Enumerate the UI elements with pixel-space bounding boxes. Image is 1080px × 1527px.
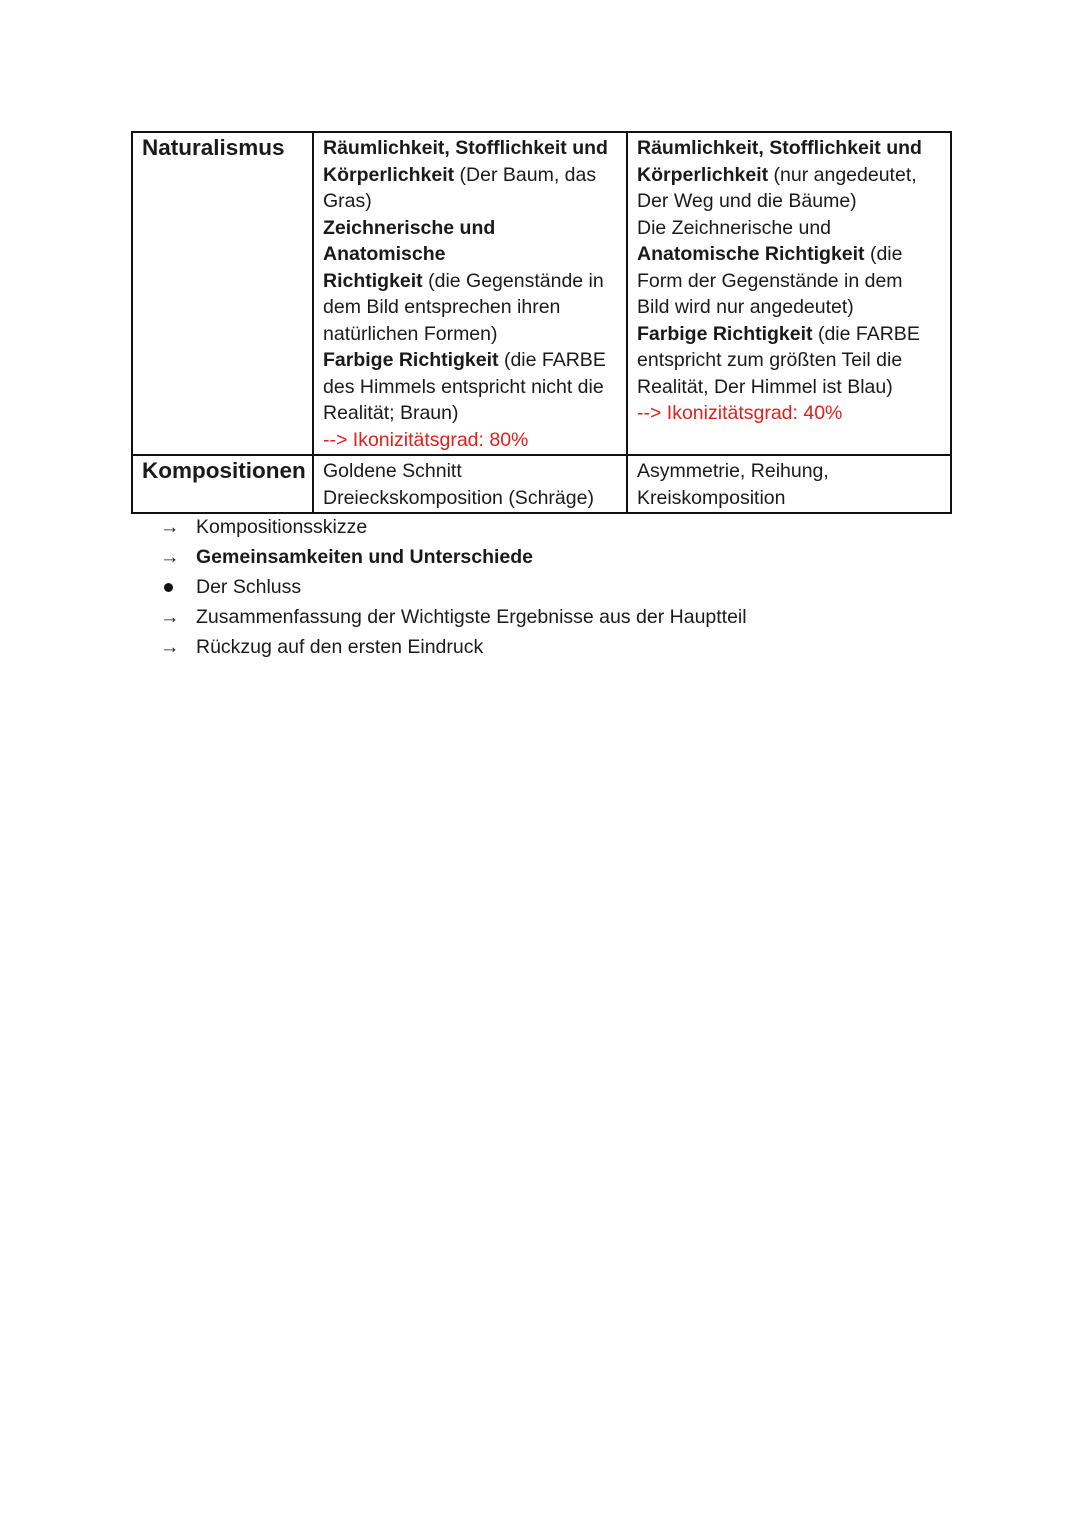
- list-item: [160, 512, 747, 542]
- arrow-right-icon: →: [160, 546, 180, 568]
- cell-line: [637, 294, 941, 321]
- cell-text: (die FARBE: [812, 322, 920, 345]
- cell-line: [323, 458, 617, 485]
- table-row: [132, 132, 951, 455]
- cell-text: Kreiskomposition: [637, 486, 786, 509]
- arrow-right-icon: →: [160, 606, 180, 628]
- cell-text: Form der Gegenstände in dem: [637, 269, 903, 292]
- list-item-text: Gemeinsamkeiten und Unterschiede: [196, 546, 534, 568]
- cell-text: Gras): [323, 190, 372, 212]
- arrow-right-icon: →: [160, 636, 180, 658]
- cell-text: Der Weg und die Bäume): [637, 190, 857, 212]
- list-item-text: Der Schluss: [196, 576, 302, 598]
- bullet-icon: [164, 583, 173, 592]
- cell-text: Realität, Der Himmel ist Blau): [637, 375, 893, 398]
- cell-text: Asymmetrie, Reihung,: [637, 460, 829, 482]
- cell-line: [323, 188, 617, 215]
- cell-text: (die: [864, 243, 903, 265]
- row-header: Naturalismus: [132, 132, 313, 455]
- bold-term: Räumlichkeit, Stofflichkeit und: [323, 137, 608, 159]
- list-item-text: Rückzug auf den ersten Eindruck: [196, 636, 484, 658]
- list-item: [160, 632, 747, 662]
- cell-line: [323, 294, 617, 321]
- cell-line: [323, 485, 617, 512]
- table-cell-col2: [627, 132, 951, 455]
- table-cell-col1: [313, 455, 627, 513]
- cell-line: [323, 215, 617, 268]
- cell-text: (Der Baum, das: [454, 163, 597, 186]
- cell-line: [637, 135, 941, 162]
- cell-line: [323, 135, 617, 162]
- list-item: [160, 602, 747, 632]
- cell-line: [637, 268, 941, 295]
- cell-text: entspricht zum größten Teil die: [637, 349, 903, 371]
- list-item-text: Zusammenfassung der Wichtigste Ergebnisse aus der Hauptteil: [196, 606, 747, 628]
- cell-line: [637, 188, 941, 215]
- bold-term: Räumlichkeit, Stofflichkeit und: [637, 137, 922, 159]
- cell-text: (die FARBE: [498, 349, 606, 371]
- comparison-table: [131, 131, 952, 514]
- cell-text: Dreieckskomposition (Schräge): [323, 486, 594, 509]
- arrow-right-icon: →: [160, 516, 180, 538]
- cell-line: [637, 400, 941, 427]
- cell-text: (nur angedeutet,: [768, 163, 917, 186]
- cell-line: [323, 427, 617, 454]
- outline-list: [160, 512, 747, 662]
- cell-text: (die Gegenstände in: [422, 269, 604, 292]
- cell-text: Bild wird nur angedeutet): [637, 296, 854, 318]
- iconicity-grade: --> Ikonizitätsgrad: 40%: [637, 402, 843, 424]
- cell-line: [637, 458, 941, 485]
- table-cell-col2: [627, 455, 951, 513]
- cell-line: [637, 215, 941, 242]
- list-item: [160, 572, 747, 602]
- list-item-text: Kompositionsskizze: [196, 516, 368, 538]
- list-item: [160, 542, 747, 572]
- iconicity-grade: --> Ikonizitätsgrad: 80%: [323, 428, 529, 451]
- cell-line: [323, 347, 617, 374]
- bold-term: Farbige Richtigkeit: [323, 349, 499, 371]
- cell-line: [323, 400, 617, 427]
- cell-line: [323, 162, 617, 189]
- bold-term: Zeichnerische und Anatomische: [323, 216, 496, 265]
- cell-text: Goldene Schnitt: [323, 460, 462, 482]
- cell-line: [637, 162, 941, 189]
- cell-text: natürlichen Formen): [323, 322, 498, 345]
- table-cell-col1: [313, 132, 627, 455]
- cell-text: dem Bild entsprechen ihren: [323, 296, 561, 318]
- bold-term: Richtigkeit: [323, 269, 423, 292]
- cell-line: [323, 374, 617, 401]
- cell-text: Die Zeichnerische und: [637, 216, 832, 239]
- cell-line: [323, 268, 617, 295]
- cell-text: Realität; Braun): [323, 402, 459, 424]
- cell-line: [637, 241, 941, 268]
- bold-term: Körperlichkeit: [637, 163, 769, 186]
- table-body: [132, 132, 951, 513]
- cell-line: [637, 321, 941, 348]
- cell-line: [637, 485, 941, 512]
- cell-line: [637, 347, 941, 374]
- cell-text: des Himmels entspricht nicht die: [323, 375, 604, 398]
- bold-term: Farbige Richtigkeit: [637, 322, 813, 345]
- bold-term: Anatomische Richtigkeit: [637, 243, 865, 265]
- cell-line: [323, 321, 617, 348]
- row-header: Kompositionen: [132, 455, 313, 513]
- cell-line: [637, 374, 941, 401]
- bold-term: Körperlichkeit: [323, 163, 455, 186]
- table-row: [132, 455, 951, 513]
